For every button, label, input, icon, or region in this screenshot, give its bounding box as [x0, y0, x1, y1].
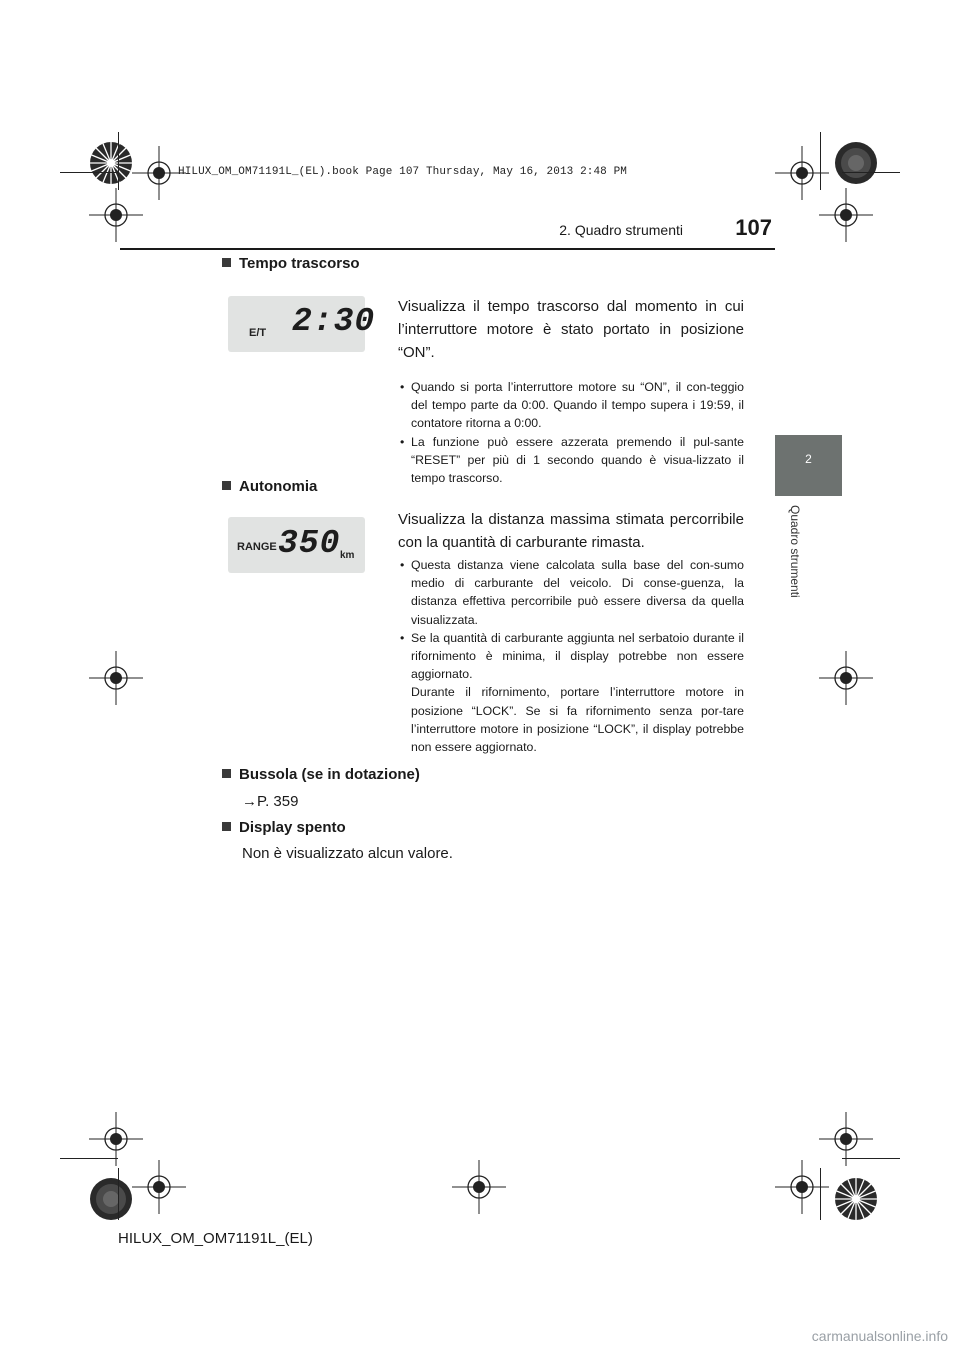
section-title: Autonomia: [239, 478, 318, 495]
square-bullet-icon: [222, 258, 231, 267]
radial-target-icon: [88, 1176, 134, 1222]
crop-line: [118, 1168, 119, 1220]
display-label: RANGE: [237, 541, 277, 553]
crosshair-registration-mark-icon: [132, 1160, 186, 1214]
section-heading: [222, 819, 346, 836]
note-paragraph: Se la quantità di carburante aggiunta nel serbatoio durante il rifornimento è minima, il display potrebbe non essere aggiornato.: [411, 630, 744, 682]
section-title: Display spento: [239, 819, 346, 836]
chapter-title: Quadro strumenti: [788, 505, 802, 598]
section-heading: [222, 255, 360, 272]
display-value: 2:30: [292, 303, 376, 340]
crosshair-registration-mark-icon: [819, 188, 873, 242]
square-bullet-icon: [222, 822, 231, 831]
notes-list: [398, 556, 744, 756]
crop-line: [820, 132, 821, 190]
chapter-number: 2: [805, 452, 812, 466]
radial-target-icon: [88, 140, 134, 186]
note-item: [398, 378, 744, 433]
book-file-header: HILUX_OM_OM71191L_(EL).book Page 107 Thursday, May 16, 2013 2:48 PM: [178, 166, 627, 178]
page-number: 107: [735, 215, 772, 240]
note-item: [398, 556, 744, 629]
bullet-dot-icon: •: [400, 380, 405, 394]
note-paragraph: Quando si porta l’interruttore motore su “ON”, il con-teggio del tempo parte da 0:00. Quando il tempo supera i 19:59, il contatore ritorna a 0:00.: [411, 380, 744, 431]
lcd-display-elapsed-time: [228, 296, 376, 352]
section-heading: [222, 766, 420, 783]
footer-code: HILUX_OM_OM71191L_(EL): [118, 1230, 313, 1247]
display-unit: km: [340, 550, 355, 561]
chapter-side-title: [784, 505, 824, 625]
radial-target-icon: [833, 140, 879, 186]
page-reference-link[interactable]: →P. 359: [242, 793, 299, 810]
section-text: Non è visualizzato alcun valore.: [242, 845, 453, 862]
bullet-dot-icon: •: [400, 434, 405, 449]
bullet-dot-icon: •: [400, 630, 405, 645]
crop-line: [60, 1158, 118, 1159]
crop-line: [842, 1158, 900, 1159]
section-description: Visualizza la distanza massima stimata percorribile con la quantità di carburante rimasta.: [398, 511, 744, 551]
crosshair-registration-mark-icon: [452, 1160, 506, 1214]
section-title: Tempo trascorso: [239, 255, 360, 272]
note-item: [398, 629, 744, 756]
section-heading: [222, 478, 317, 495]
section-description: Visualizza il tempo trascorso dal momento in cui l’interruttore motore è stato portato in posizione “ON”.: [398, 298, 744, 361]
chapter-tab: [775, 435, 842, 496]
note-item: [398, 433, 744, 488]
note-paragraph: Questa distanza viene calcolata sulla base del con-sumo medio di carburante del veicolo. Di conse-guenza, la distanza effettiva percorribile può essere diversa da quella visualizzata.: [411, 558, 744, 627]
crop-line: [60, 172, 118, 173]
note-paragraph: Durante il rifornimento, portare l’interruttore motore in posizione “LOCK”. Se si fa rifornimento senza por-tare l’interruttore motore in posizione “LOCK”, il display potrebbe non essere aggiornato.: [411, 685, 744, 755]
square-bullet-icon: [222, 769, 231, 778]
crop-line: [118, 132, 119, 190]
lcd-display-range: [228, 517, 365, 573]
bullet-dot-icon: •: [400, 558, 405, 572]
crosshair-registration-mark-icon: [819, 651, 873, 705]
running-head-section: 2. Quadro strumenti: [559, 222, 683, 238]
crop-line: [842, 172, 900, 173]
display-value: 350: [278, 525, 341, 562]
crop-line: [820, 1168, 821, 1220]
display-label: E/T: [249, 327, 267, 339]
radial-target-icon: [833, 1176, 879, 1222]
crosshair-registration-mark-icon: [89, 651, 143, 705]
running-head: [120, 212, 775, 250]
note-paragraph: La funzione può essere azzerata premendo il pul-sante “RESET” per più di 1 secondo quando è visua-lizzato il tempo trascorso.: [411, 434, 744, 486]
section-title: Bussola (se in dotazione): [239, 766, 420, 783]
notes-list: [398, 378, 744, 487]
watermark: carmanualsonline.info: [811, 1328, 948, 1344]
square-bullet-icon: [222, 481, 231, 490]
